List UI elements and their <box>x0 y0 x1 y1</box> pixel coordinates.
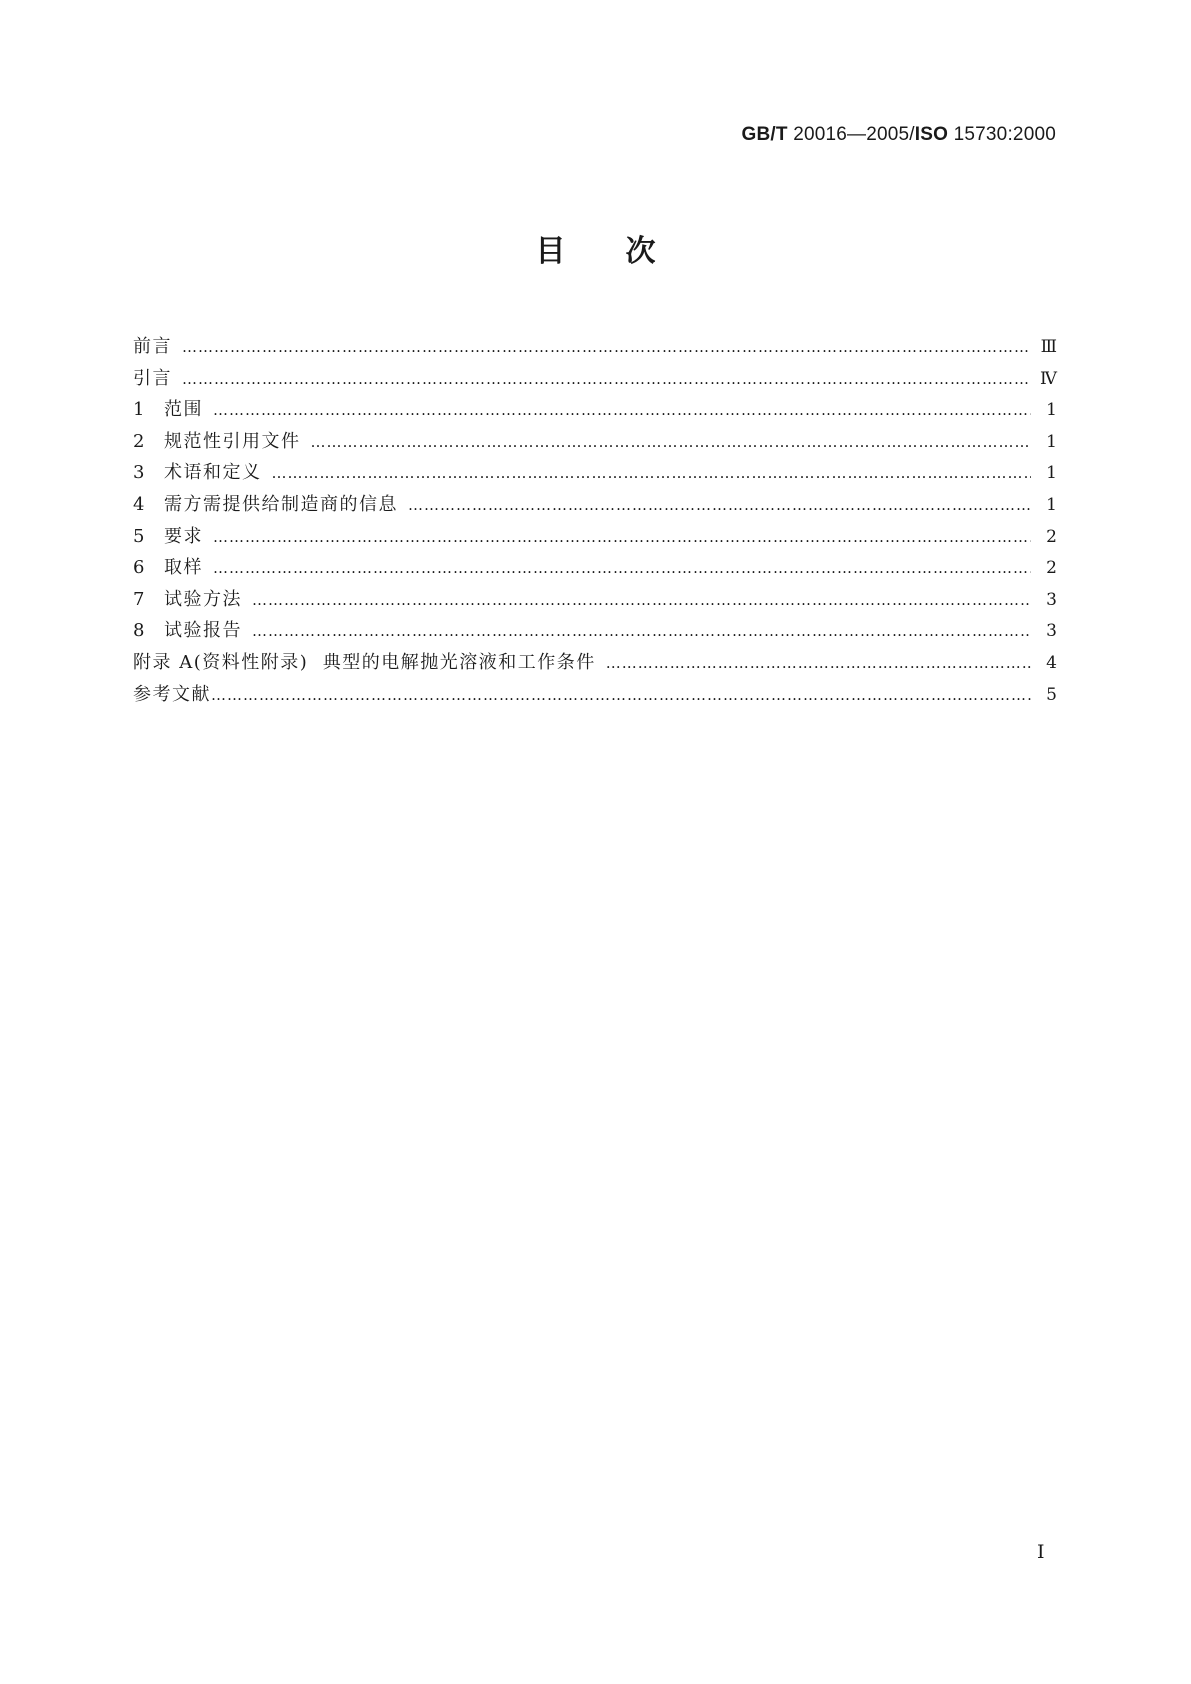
page-title: 目次 <box>535 234 716 269</box>
toc-entry-number: 4 <box>133 493 145 515</box>
header-iso: ISO <box>914 124 949 145</box>
toc-entry-page: 1 <box>1046 431 1057 452</box>
toc-entry-normative-references[interactable] <box>133 426 1057 458</box>
toc-entry-label: 引言 <box>133 367 172 389</box>
toc-entry-page: 1 <box>1046 400 1057 421</box>
toc-entry-bibliography[interactable] <box>133 679 1057 711</box>
toc-entry-requirements[interactable] <box>133 521 1057 553</box>
toc-entry-page: 1 <box>1046 463 1057 484</box>
toc-leader-dots <box>211 680 1031 712</box>
toc-entry-label: 要求 <box>164 525 203 547</box>
toc-entry-label: 取样 <box>164 557 203 579</box>
toc-entry-terms-definitions[interactable] <box>133 457 1057 489</box>
toc-entry-label: 试验方法 <box>164 588 242 610</box>
page-number: Ⅰ <box>1037 1541 1045 1563</box>
header-standard-number: 20016—2005/ <box>793 124 915 145</box>
toc-entry-purchaser-information[interactable] <box>133 489 1057 521</box>
toc-entry-label: 规范性引用文件 <box>164 430 301 452</box>
toc-entry-label: 试验报告 <box>164 620 242 642</box>
toc-entry-annex-a[interactable] <box>133 647 1057 679</box>
toc-entry-number: 2 <box>133 430 145 452</box>
toc-leader-dots <box>252 616 1031 648</box>
toc-entry-page: 4 <box>1046 652 1057 673</box>
toc-entry-label: 术语和定义 <box>164 462 262 484</box>
toc-entry-introduction[interactable] <box>133 363 1057 395</box>
toc-entry-label: 范围 <box>164 399 203 421</box>
toc-entry-number: 7 <box>133 588 145 610</box>
toc-entry-test-methods[interactable] <box>133 584 1057 616</box>
toc-leader-dots <box>408 490 1031 522</box>
toc-entry-page: 5 <box>1046 684 1057 705</box>
toc-entry-page: 3 <box>1046 621 1057 642</box>
toc-entry-page: 1 <box>1046 494 1057 515</box>
toc-leader-dots <box>252 585 1031 617</box>
toc-leader-dots <box>182 332 1031 364</box>
toc-entry-number: 8 <box>133 620 145 642</box>
toc-leader-dots <box>213 553 1031 585</box>
toc-entry-label: 附录 A(资料性附录) 典型的电解抛光溶液和工作条件 <box>133 651 596 673</box>
table-of-contents <box>133 331 1057 710</box>
toc-entry-label: 需方需提供给制造商的信息 <box>164 493 398 515</box>
toc-entry-number: 6 <box>133 557 145 579</box>
toc-entry-foreword[interactable] <box>133 331 1057 363</box>
toc-entry-number: 5 <box>133 525 145 547</box>
toc-entry-scope[interactable] <box>133 394 1057 426</box>
toc-entry-test-report[interactable] <box>133 615 1057 647</box>
toc-entry-label: 参考文献 <box>133 683 211 705</box>
toc-leader-dots <box>182 364 1031 396</box>
toc-entry-label: 前言 <box>133 336 172 357</box>
header-iso-number: 15730:2000 <box>953 124 1056 145</box>
header-prefix: GB/T <box>741 124 788 145</box>
toc-leader-dots <box>272 458 1032 490</box>
toc-leader-dots <box>606 648 1031 680</box>
toc-entry-page: Ⅳ <box>1040 368 1057 389</box>
toc-entry-page: Ⅲ <box>1040 337 1057 357</box>
toc-entry-page: 2 <box>1046 526 1057 547</box>
toc-entry-number: 1 <box>133 399 145 421</box>
toc-entry-page: 3 <box>1046 589 1057 610</box>
document-header <box>742 124 1056 146</box>
toc-leader-dots <box>213 395 1031 427</box>
toc-entry-sampling[interactable] <box>133 552 1057 584</box>
toc-leader-dots <box>213 522 1031 554</box>
toc-entry-page: 2 <box>1046 558 1057 579</box>
toc-entry-number: 3 <box>133 462 145 484</box>
toc-leader-dots <box>311 427 1032 459</box>
